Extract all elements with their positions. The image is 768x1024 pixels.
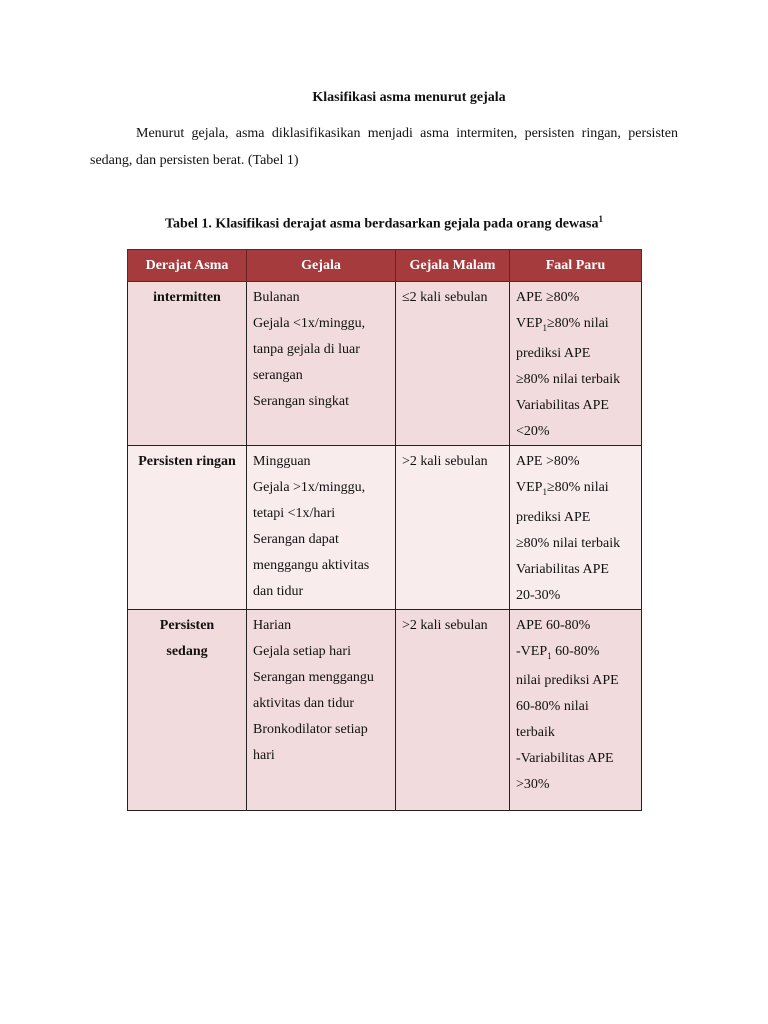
cell-line: terbaik (516, 725, 555, 741)
cell-line: ≥80% nilai terbaik (516, 535, 621, 551)
cell-line: Gejala >1x/minggu, (253, 479, 366, 495)
asthma-classification-table (127, 249, 642, 811)
cell-line: ≥80% nilai terbaik (516, 371, 621, 387)
cell-line: Bronkodilator setiap (253, 721, 368, 737)
cell-line: APE >80% (516, 453, 580, 469)
cell-line: APE 60-80% (516, 617, 591, 633)
subscript: 1 (542, 322, 547, 333)
cell-line: Persisten ringan (138, 453, 236, 469)
cell-line: hari (253, 747, 275, 763)
cell-line: <20% (516, 423, 550, 439)
cell-line: $-VEP_1$ 60-80% (516, 643, 600, 661)
subscript: 1 (547, 650, 552, 661)
cell-line: Variabilitas APE (516, 397, 609, 413)
table-caption (0, 214, 768, 233)
cell-line: tetapi <1x/hari (253, 505, 336, 521)
cell-night-symptoms: ≤2 kali sebulan (396, 282, 510, 446)
cell-line: APE ≥80% (516, 290, 580, 305)
cell-line: serangan (253, 368, 303, 383)
table-row (128, 609, 642, 810)
header-symptoms: Gejala (247, 250, 396, 282)
cell-line: Gejala setiap hari (253, 643, 351, 659)
table-header-row (128, 250, 642, 282)
cell-lung-function (510, 609, 642, 810)
cell-line: aktivitas dan tidur (253, 695, 355, 711)
cell-symptoms (247, 609, 396, 810)
cell-line: nilai prediksi APE (516, 673, 619, 689)
cell-line: prediksi APE (516, 345, 591, 361)
intro-paragraph: Menurut gejala, asma diklasifikasikan menjadi asma intermiten, persisten ringan, persisten sedang, dan persisten berat. (Tabel 1) (90, 126, 678, 168)
cell-symptoms (247, 445, 396, 609)
cell-line: Persisten (159, 617, 215, 633)
cell-line: Serangan singkat (253, 394, 350, 409)
cell-degree (128, 282, 247, 446)
header-night-symptoms: Gejala Malam (396, 250, 510, 282)
cell-degree (128, 609, 247, 810)
cell-lung-function (510, 282, 642, 446)
table-row (128, 445, 642, 609)
cell-line: sedang (166, 643, 208, 659)
header-lung-function: Faal Paru (510, 250, 642, 282)
cell-symptoms (247, 282, 396, 446)
cell-line: Serangan dapat (253, 531, 339, 547)
cell-line: $VEP_1\ge 80\%$ nilai (516, 316, 609, 333)
table-body (128, 282, 642, 811)
cell-line: $VEP_1\ge 80\%$ nilai (516, 479, 609, 497)
cell-lung-function (510, 445, 642, 609)
cell-line: intermitten (153, 290, 221, 305)
cell-line: -Variabilitas APE (516, 751, 614, 767)
cell-degree (128, 445, 247, 609)
cell-line: 60-80% nilai (516, 699, 589, 715)
table-caption-text: Tabel 1. Klasifikasi derajat asma berdasarkan gejala pada orang dewasa (164, 216, 599, 232)
cell-line: menggangu aktivitas (253, 557, 370, 573)
table-caption-reference: 1 (598, 214, 603, 224)
subscript: 1 (542, 486, 547, 497)
cell-line: Gejala <1x/minggu, (253, 316, 366, 331)
cell-night-symptoms: >2 kali sebulan (396, 609, 510, 810)
cell-line: Serangan menggangu (253, 669, 374, 685)
table-row (128, 282, 642, 446)
cell-line: Bulanan (253, 290, 300, 305)
cell-line: Harian (253, 617, 292, 633)
section-heading: Klasifikasi asma menurut gejala (312, 90, 506, 105)
cell-line: dan tidur (253, 583, 304, 599)
cell-line: prediksi APE (516, 509, 591, 525)
cell-line: Variabilitas APE (516, 561, 609, 577)
cell-line: tanpa gejala di luar (253, 342, 360, 357)
cell-line: 20-30% (516, 587, 561, 603)
cell-night-symptoms: >2 kali sebulan (396, 445, 510, 609)
cell-line: >30% (516, 777, 550, 793)
cell-line: Mingguan (253, 453, 311, 469)
header-degree: Derajat Asma (128, 250, 247, 282)
